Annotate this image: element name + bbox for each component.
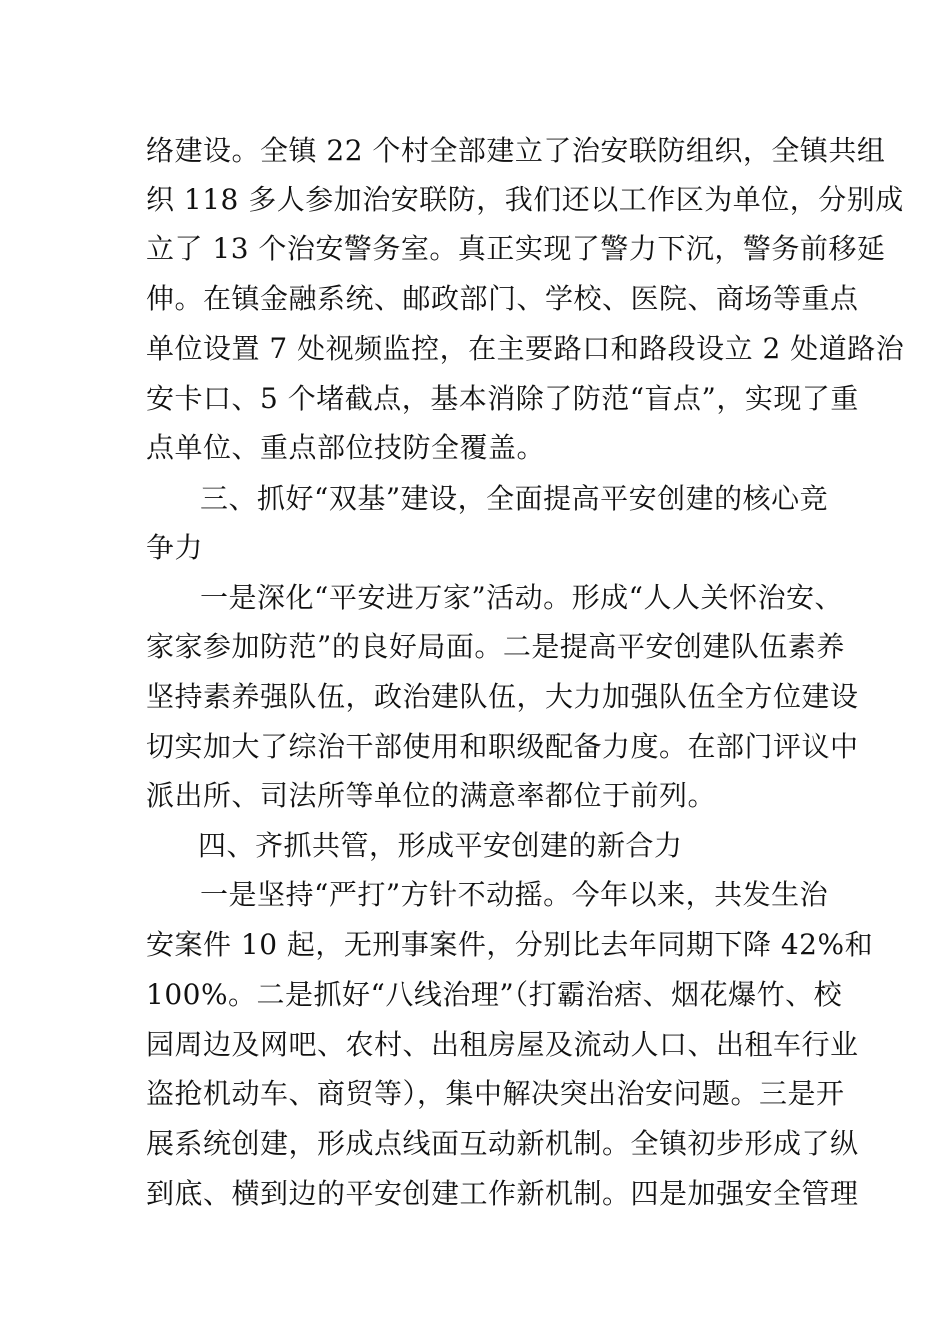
text-line: 立了 13 个治安警务室。真正实现了警力下沉，警务前移延	[146, 232, 886, 265]
text-line: 园周边及网吧、农村、出租房屋及流动人口、出租车行业	[146, 1028, 859, 1061]
text-line: 到底、横到边的平安创建工作新机制。四是加强安全管理	[146, 1177, 859, 1210]
text-line: 派出所、司法所等单位的满意率都位于前列。	[146, 779, 717, 812]
text-line: 安案件 10 起，无刑事案件，分别比去年同期下降 42%和	[146, 928, 874, 961]
text-line: 安卡口、5 个堵截点，基本消除了防范“盲点”，实现了重	[146, 382, 859, 415]
text-line: 一是坚持“严打”方针不动摇。今年以来，共发生治	[200, 878, 829, 911]
text-line: 切实加大了综治干部使用和职级配备力度。在部门评议中	[146, 730, 859, 763]
text-line: 织 118 多人参加治安联防，我们还以工作区为单位，分别成	[146, 183, 904, 216]
text-line: 单位设置 7 处视频监控，在主要路口和路段设立 2 处道路治	[146, 332, 905, 365]
section-heading: 三、抓好“双基”建设，全面提高平安创建的核心竞	[200, 482, 829, 515]
text-line: 伸。在镇金融系统、邮政部门、学校、医院、商场等重点	[146, 282, 859, 315]
text-line: 点单位、重点部位技防全覆盖。	[146, 431, 546, 464]
section-heading-continuation: 争力	[146, 531, 204, 564]
text-line: 络建设。全镇 22 个村全部建立了治安联防组织，全镇共组	[146, 134, 886, 167]
text-line: 盗抢机动车、商贸等），集中解决突出治安问题。三是开	[146, 1077, 845, 1110]
section-heading: 四、齐抓共管，形成平安创建的新合力	[198, 829, 683, 862]
text-line: 100%。二是抓好“八线治理”（打霸治痞、烟花爆竹、校	[146, 978, 843, 1011]
text-line: 一是深化“平安进万家”活动。形成“人人关怀治安、	[200, 581, 843, 614]
text-line: 家家参加防范”的良好局面。二是提高平安创建队伍素养	[146, 630, 845, 663]
text-line: 坚持素养强队伍，政治建队伍，大力加强队伍全方位建设	[146, 680, 859, 713]
text-line: 展系统创建，形成点线面互动新机制。全镇初步形成了纵	[146, 1127, 859, 1160]
